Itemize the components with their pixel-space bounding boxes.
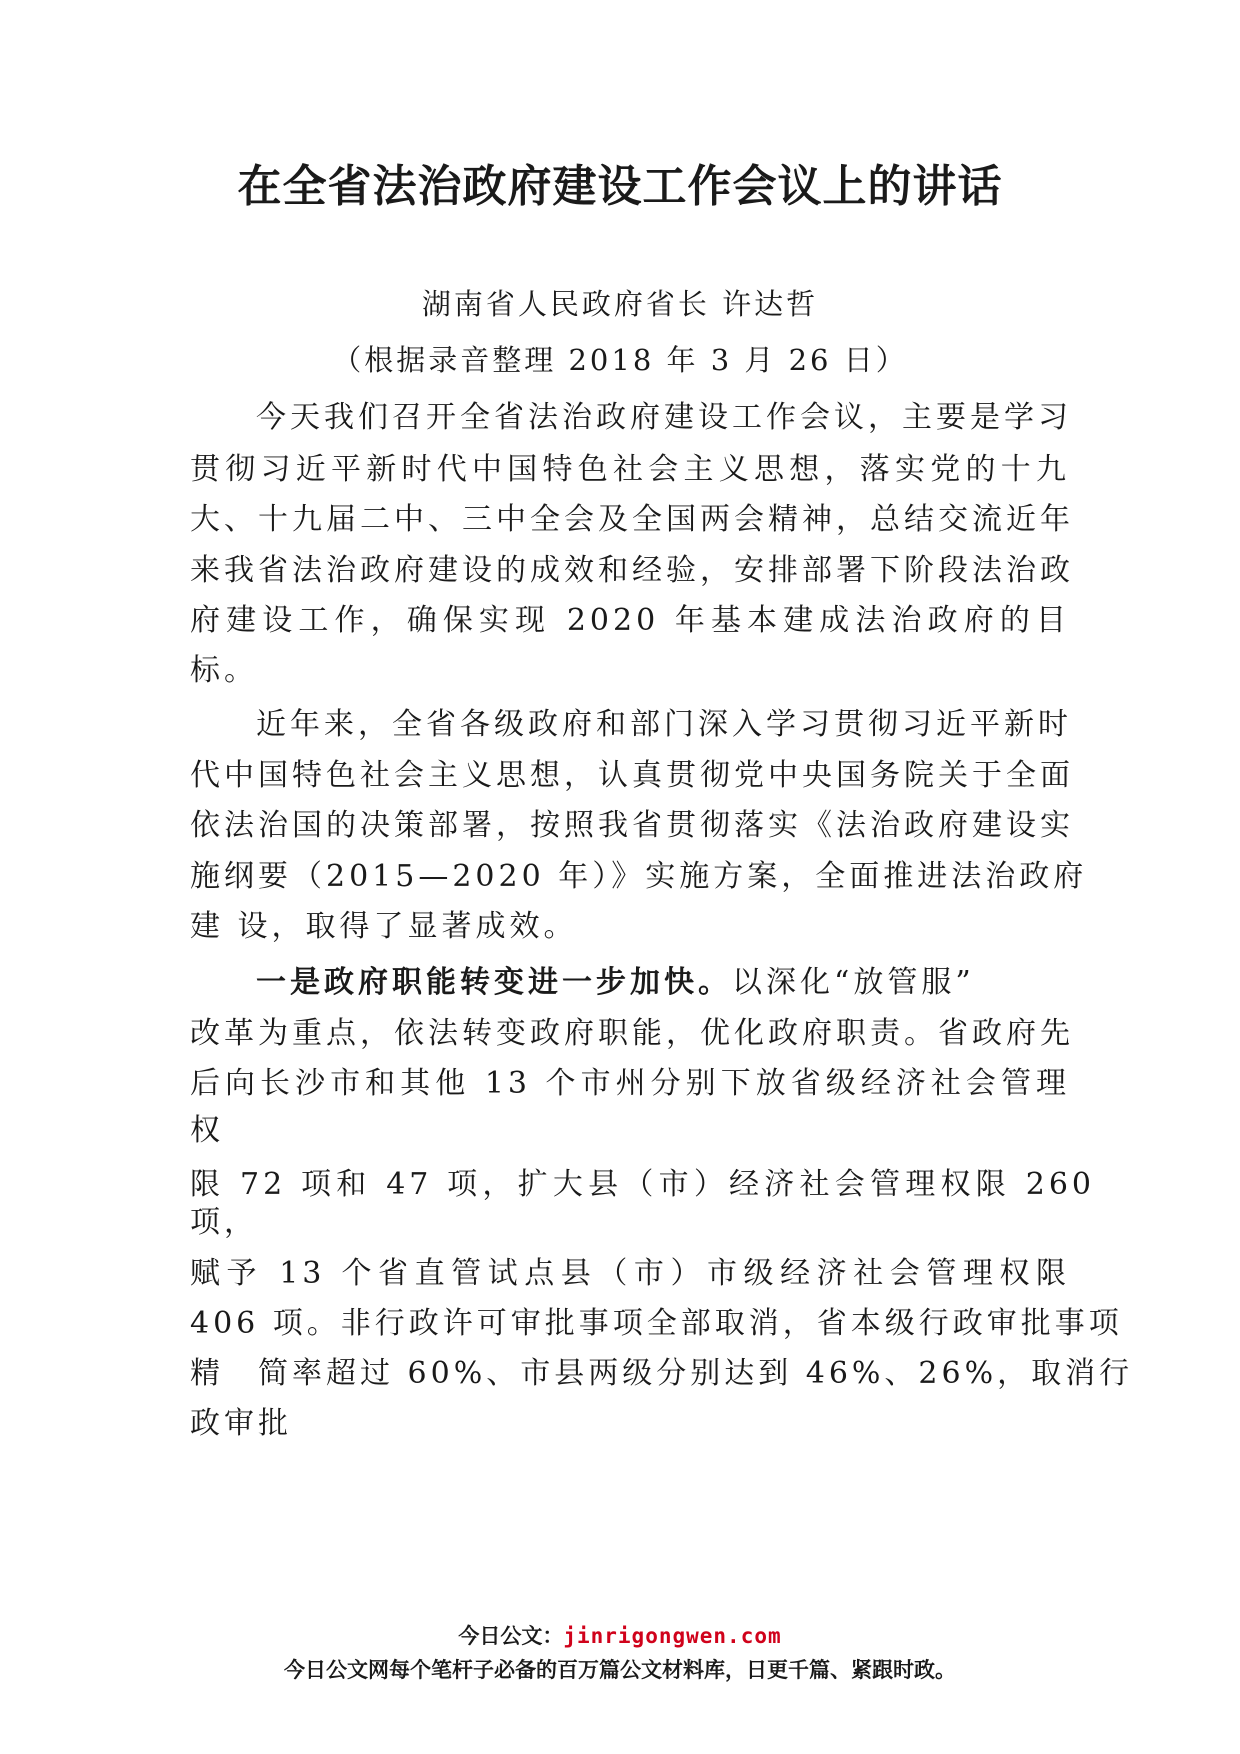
paragraph-3-line: 改革为重点，依法转变政府职能，优化政府职责。省政府先 (190, 1016, 1074, 1051)
paragraph-3-line: 权 (190, 1113, 224, 1148)
paragraph-1-line: 来我省法治政府建设的成效和经验，安排部署下阶段法治政 (190, 553, 1074, 588)
paragraph-2-line: 建 设，取得了显著成效。 (190, 909, 578, 944)
footer-slogan: 今日公文网每个笔杆子必备的百万篇公文材料库，日更千篇、紧跟时政。 (284, 1658, 956, 1682)
paragraph-1-line: 今天我们召开全省法治政府建设工作会议，主要是学习 (256, 400, 1072, 435)
paragraph-1-line: 大、十九届二中、三中全会及全国两会精神，总结交流近年 (190, 502, 1074, 537)
date-note: （根据录音整理 2018 年 3 月 26 日） (332, 343, 908, 377)
footer-site-label: 今日公文： (458, 1624, 564, 1648)
paragraph-2-line: 代中国特色社会主义思想，认真贯彻党中央国务院关于全面 (190, 758, 1074, 793)
paragraph-1-line: 标。 (190, 653, 258, 688)
paragraph-2-line: 依法治国的决策部署，按照我省贯彻落实《法治政府建设实 (190, 808, 1074, 843)
paragraph-3-line: 政审批 (190, 1406, 292, 1441)
paragraph-3-line: 后向长沙市和其他 13 个市州分别下放省级经济社会管理 (190, 1066, 1070, 1101)
paragraph-3-text: 以深化“放管服” (732, 965, 975, 1000)
paragraph-1-line: 府建设工作，确保实现 2020 年基本建成法治政府的目 (190, 603, 1070, 638)
paragraph-1-line: 贯彻习近平新时代中国特色社会主义思想，落实党的十九 (190, 452, 1070, 487)
paragraph-3-line: 赋予 13 个省直管试点县（市）市级经济社会管理权限 (190, 1256, 1070, 1291)
footer-site-link[interactable]: jinrigongwen.com (563, 1624, 782, 1648)
paragraph-3-line: 项， (190, 1205, 258, 1240)
document-title: 在全省法治政府建设工作会议上的讲话 (237, 161, 1003, 212)
paragraph-3-line: 406 项。非行政许可审批事项全部取消，省本级行政审批事项 (190, 1306, 1123, 1341)
paragraph-3-line: 精 简率超过 60%、市县两级分别达到 46%、26%，取消行 (190, 1356, 1134, 1391)
paragraph-2-line: 近年来，全省各级政府和部门深入学习贯彻习近平新时 (256, 707, 1072, 742)
author-line: 湖南省人民政府省长 许达哲 (421, 287, 819, 321)
paragraph-3-line: 限 72 项和 47 项，扩大县（市）经济社会管理权限 260 (190, 1167, 1095, 1202)
footer-site (0, 1620, 1240, 1650)
paragraph-2-line: 施纲要（2015—2020 年）》实施方案，全面推进法治政府 (190, 859, 1088, 894)
section-heading: 一是政府职能转变进一步加快。 (256, 965, 732, 1000)
paragraph-3-first-line (256, 963, 1070, 1003)
